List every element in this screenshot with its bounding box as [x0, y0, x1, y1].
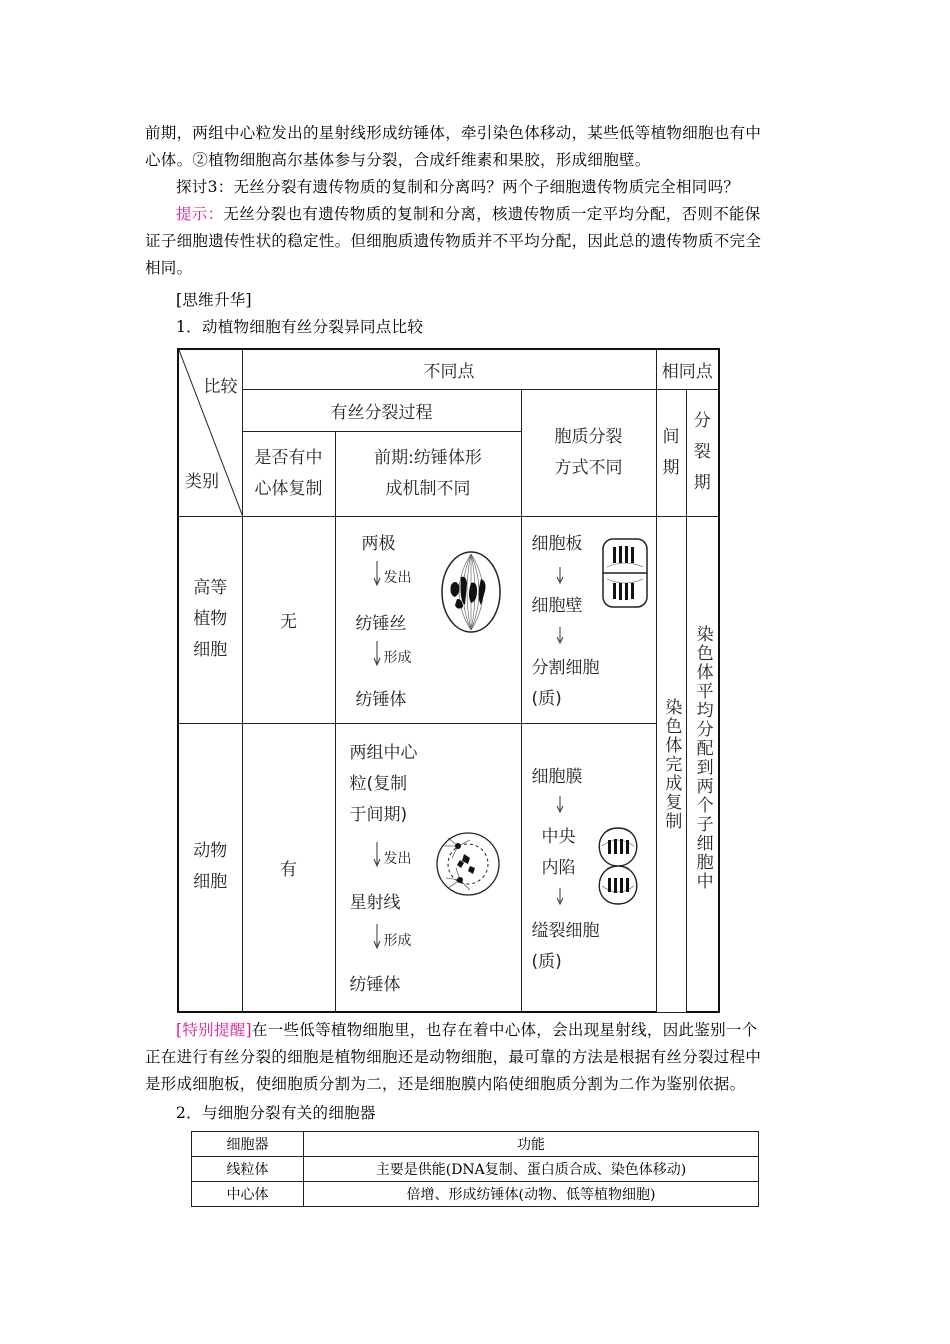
flow-label: 形成 [383, 932, 412, 949]
header-centriole-question [242, 431, 335, 516]
flow-text: 细胞板 [531, 533, 583, 554]
row-animal-cytokinesis [521, 723, 656, 1012]
flow-text: 中央内陷 [541, 826, 576, 878]
intro-line: 心体。②植物细胞高尔基体参与分裂，合成纤维素和果胶，形成细胞壁。 [145, 151, 651, 169]
header-division [686, 389, 719, 516]
intro-paragraph [145, 120, 807, 174]
row-plant-kind-text: 高等植物细胞 [193, 578, 228, 660]
explore-question [176, 174, 807, 201]
special-note-line: 在一些低等植物细胞里，也存在着中心体，会出现星射线，因此鉴别一个 [251, 1021, 758, 1039]
comparison-table [177, 348, 720, 1013]
flow-text: 缢裂细胞(质) [531, 920, 600, 972]
organelle-table [191, 1131, 759, 1207]
explore-question-text: 探讨3：无丝分裂有遗传物质的复制和分离吗？两个子细胞遗传物质完全相同吗？ [176, 178, 740, 196]
flow-text: 纺锤体 [355, 689, 407, 710]
flow-text: 纺锤体 [349, 974, 401, 995]
table-row [192, 1132, 759, 1157]
special-note-line: 是形成细胞板，使细胞质分割为二，还是细胞膜内陷使细胞质分割为二作为鉴别依据。 [145, 1075, 746, 1093]
interphase-common-text: 染色体完成复制 [661, 697, 682, 831]
organelle-name: 中心体 [192, 1182, 304, 1207]
down-arrow-icon [372, 842, 382, 868]
organelle-function: 主要是供能(DNA复制、蛋白质合成、染色体移动) [304, 1157, 759, 1182]
division-common-text: 染色体平均分配到两个子细胞中 [692, 624, 713, 891]
row-animal-centriole: 有 [242, 723, 335, 1012]
header-division-text: 分裂期 [693, 411, 711, 493]
corner-kind-label: 类别 [185, 471, 219, 492]
plant-cell-plate-icon [601, 537, 649, 609]
down-arrow-icon [555, 627, 565, 645]
corner-cell [178, 349, 242, 516]
flow-text: 分割细胞(质) [531, 657, 600, 709]
organelle-header: 细胞器 [192, 1132, 304, 1157]
flow-text: 两组中心粒(复制于间期) [349, 742, 418, 825]
row-plant-kind [178, 516, 242, 723]
corner-compare-label: 比较 [203, 377, 238, 397]
row-plant-cytokinesis [521, 516, 656, 723]
row-animal-kind-text: 动物细胞 [193, 841, 228, 893]
flow-label: 发出 [383, 569, 412, 586]
header-interphase [656, 389, 686, 516]
intro-line: 前期，两组中心粒发出的星射线形成纺锤体，牵引染色体移动，某些低等植物细胞也有中 [145, 124, 762, 142]
function-header: 功能 [304, 1132, 759, 1157]
header-centriole-text: 是否有中心体复制 [254, 447, 323, 499]
down-arrow-icon [555, 796, 565, 814]
section-2-title: 2．与细胞分裂有关的细胞器 [176, 1104, 376, 1122]
row-animal-kind [178, 723, 242, 1012]
animal-aster-icon [430, 830, 506, 898]
plant-spindle-icon [439, 549, 503, 635]
thinking-heading: [思维升华] [176, 291, 252, 309]
table-row [192, 1157, 759, 1182]
section-1-title: 1．动植物细胞有丝分裂异同点比较 [176, 318, 424, 336]
animal-cleavage-icon [590, 824, 646, 908]
row-plant-centriole: 无 [242, 516, 335, 723]
flow-text: 两极 [361, 533, 396, 554]
header-prophase-question [335, 431, 521, 516]
down-arrow-icon [555, 888, 565, 906]
row-animal-prophase [335, 723, 521, 1012]
table-row [192, 1182, 759, 1207]
down-arrow-icon [372, 641, 382, 667]
flow-text: 纺锤丝 [355, 613, 407, 634]
hint-line: 证子细胞遗传性状的稳定性。但细胞质遗传物质并不平均分配，因此总的遗传物质不完全 [145, 232, 762, 250]
header-different: 不同点 [242, 349, 656, 389]
flow-text: 星射线 [349, 892, 401, 913]
header-cytokinesis-text: 胞质分裂方式不同 [554, 426, 623, 478]
interphase-common-cell [656, 516, 686, 1012]
hint-label: 提示： [176, 205, 224, 223]
down-arrow-icon [555, 567, 565, 585]
flow-label: 发出 [383, 850, 412, 867]
division-common-cell [686, 516, 719, 1012]
flow-text: 细胞壁 [531, 595, 583, 616]
organelle-name: 线粒体 [192, 1157, 304, 1182]
hint-line: 无丝分裂也有遗传物质的复制和分离，核遗传物质一定平均分配，否则不能保 [223, 205, 761, 223]
special-note-line: 正在进行有丝分裂的细胞是植物细胞还是动物细胞，最可靠的方法是根据有丝分裂过程中 [145, 1048, 762, 1066]
flow-text: 细胞膜 [531, 766, 583, 787]
header-same: 相同点 [656, 349, 719, 389]
header-mitosis: 有丝分裂过程 [242, 389, 521, 431]
down-arrow-icon [372, 924, 382, 950]
flow-label: 形成 [383, 649, 412, 666]
special-note-label: [特别提醒] [176, 1021, 252, 1039]
hint-line: 相同。 [145, 259, 193, 277]
hint-paragraph [145, 201, 807, 282]
row-plant-prophase [335, 516, 521, 723]
header-prophase-text: 前期:纺锤体形成机制不同 [374, 447, 482, 499]
down-arrow-icon [372, 561, 382, 587]
special-note [145, 1017, 807, 1098]
header-interphase-text: 间期 [662, 426, 680, 478]
header-cytokinesis [521, 389, 656, 516]
organelle-function: 倍增、形成纺锤体(动物、低等植物细胞) [304, 1182, 759, 1207]
